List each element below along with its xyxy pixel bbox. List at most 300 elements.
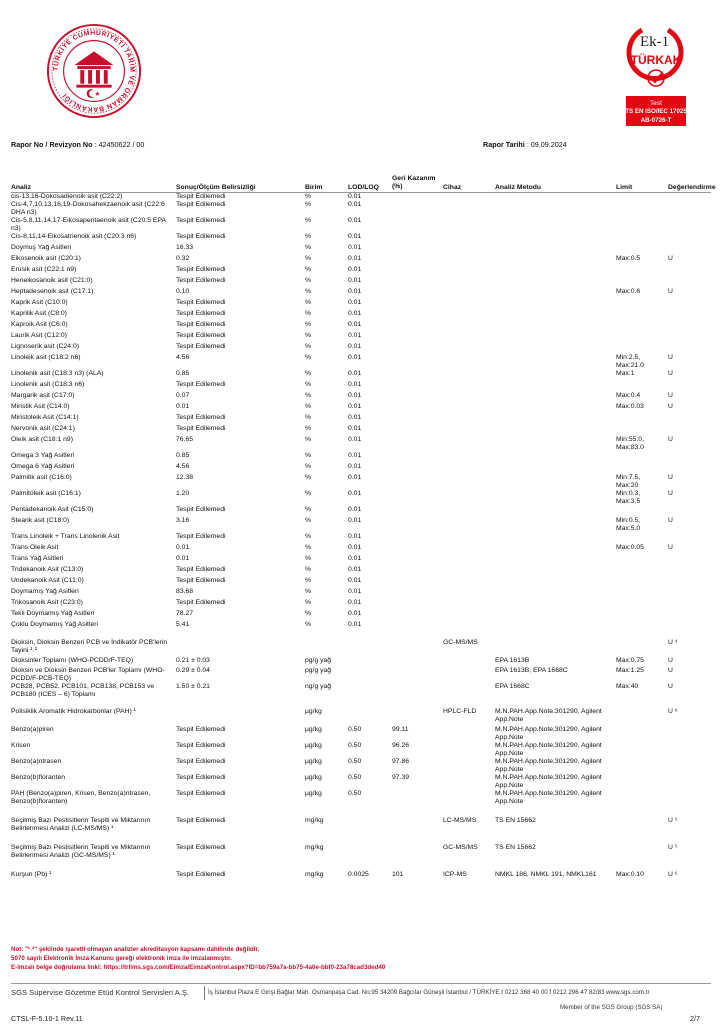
cell-sonuc: 76.65 [176,436,194,443]
cell-degerlendirme: U [668,403,673,410]
cell-degerlendirme: U [668,657,673,664]
cell-lod-loq: 0.01 [348,555,362,562]
table-row [0,533,723,544]
cell-lod-loq: 0.01 [348,193,362,200]
cell-limit: Max:1.25 [616,667,644,674]
cell-limit: Max:40 [616,683,639,690]
cell-sonuc: Tespit Edilemedi [176,193,226,200]
cell-geri-kazanim: 97.86 [392,758,410,765]
cell-analiz: Seçilmiş Bazı Pestisitlerin Tespiti ve Miktarının Belirlenmesi Analizi (LC-MS/MS) ¹ [11,817,151,832]
cell-analiz: Benzo(a)piren [11,726,54,733]
cell-lod-loq: 0.01 [348,621,362,628]
cell-analiz: Kurşun (Pb) ¹ [11,871,52,878]
table-row [0,621,723,639]
footer-separator [204,986,205,1000]
cell-analiz-metodu: EPA 1613B, EPA 1668C [495,667,568,674]
cell-sonuc: 0.01 [176,403,190,410]
cell-cihaz: ICP-MS [443,871,467,878]
cell-birim: mg/kg [305,817,324,824]
ek-label: Ek-1 [640,34,670,50]
cell-lod-loq: 0.01 [348,577,362,584]
report-date-label: Rapor Tarihi [483,140,525,149]
cell-sonuc: Tespit Edilemedi [176,299,226,306]
form-code: CTSL-F-5.10-1 Rev.11 [11,1014,83,1023]
cell-analiz: Heneikosanoik asit (C21:0) [11,277,93,284]
cell-analiz: Kaprilik Asit (C8:0) [11,310,67,317]
cell-analiz: Cis-8,11,14-Eikosatrienoik asit (C20:3 n6) [11,233,137,240]
cell-sonuc: 0.01 [176,555,190,562]
cell-sonuc: 0.85 [176,452,190,459]
cell-birim: % [305,217,312,224]
ministry-seal-logo [45,22,143,120]
cell-degerlendirme: U [668,288,673,295]
cell-sonuc: 78.27 [176,610,194,617]
table-header [0,171,723,191]
table-row [0,414,723,425]
table-row [0,844,723,871]
cell-birim: % [305,588,312,595]
cell-sonuc: Tespit Edilemedi [176,425,226,432]
cell-cihaz: GC-MS/MS [443,639,478,646]
cell-geri-kazanim: 101 [392,871,404,878]
column-header-sonuc: Sonuç/Ölçüm Belirsizliği [176,184,256,191]
cell-lod-loq: 0.01 [348,533,362,540]
cell-lod-loq: 0.01 [348,392,362,399]
cell-degerlendirme: U [668,517,673,524]
cell-degerlendirme: U ⁵ [668,844,678,851]
table-row [0,708,723,726]
cell-sonuc: Tespit Edilemedi [176,871,226,878]
cell-birim: % [305,201,312,208]
company-address: İş İstanbul Plaza E Girişi Bağlar Mah. Osmanpaşa Cad. No:95 34209 Bağcılar Güneşli İstanbul / TÜRKİYE t 0212 368 40 00 f 0212 296 47 82/83 www.sgs.com.tr [208,989,650,996]
cell-lod-loq: 0.01 [348,403,362,410]
cell-birim: µg/kg [305,708,322,715]
table-row [0,871,723,883]
cell-lod-loq: 0.50 [348,790,362,797]
turkak-test-text: Test [650,100,662,107]
turkak-accreditation-logo [620,24,692,128]
cell-sonuc: 4.56 [176,463,190,470]
cell-analiz: Pentadekanoik Asit (C15:0) [11,506,94,513]
cell-analiz-metodu: TS EN 15662 [495,817,536,824]
cell-analiz: Dioksinler Toplamı (WHO-PCDD/F-TEQ) [11,657,134,664]
cell-analiz: Tekli Doymamış Yağ Asitleri [11,610,95,617]
cell-sonuc: Tespit Edilemedi [176,506,226,513]
cell-lod-loq: 0.01 [348,414,362,421]
cell-birim: % [305,288,312,295]
cell-analiz: Nervonik asit (C24:1) [11,425,75,432]
cell-lod-loq: 0.01 [348,452,362,459]
cell-lod-loq: 0.01 [348,244,362,251]
cell-analiz: Seçilmiş Bazı Pestisitlerin Tespiti ve Miktarının Belirlenmesi Analizi (GC-MS/MS) ¹ [11,844,151,859]
cell-limit: Max:0.03 [616,403,644,410]
cell-analiz-metodu: M.N.PAH.App.Note.301290, Agilent App.Note [495,758,602,773]
cell-degerlendirme: U [668,490,673,497]
cell-analiz: Laurik Asit (C12:0) [11,332,67,339]
cell-analiz-metodu: EPA 1613B [495,657,530,664]
cell-lod-loq: 0.50 [348,758,362,765]
cell-birim: % [305,621,312,628]
cell-birim: % [305,392,312,399]
cell-lod-loq: 0.01 [348,370,362,377]
table-row [0,255,723,266]
cell-birim: % [305,436,312,443]
column-header-lod: LOD/LOQ [348,184,379,191]
report-date [483,140,567,149]
cell-analiz: cis-13,16-Dokosadienoik asit (C22:2) [11,193,123,200]
column-header-degerlendirme: Değerlendirme [668,184,716,191]
table-row [0,321,723,332]
cell-birim: % [305,277,312,284]
cell-birim: % [305,244,312,251]
cell-birim: % [305,490,312,497]
cell-birim: % [305,463,312,470]
cell-geri-kazanim: 99.11 [392,726,409,733]
cell-birim: % [305,381,312,388]
cell-analiz: Heptadesenoik asit (C17:1) [11,288,94,295]
cell-lod-loq: 0.01 [348,506,362,513]
cell-limit: Min:2.5, Max:21.0 [616,354,644,369]
cell-birim: % [305,610,312,617]
cell-limit: Min:0.5, Max:5.0 [616,517,641,532]
cell-lod-loq: 0.01 [348,436,362,443]
cell-analiz: Eikosenoik asit (C20:1) [11,255,81,262]
cell-birim: µg/kg [305,790,322,797]
cell-analiz: Undekanoik Asit (C11:0) [11,577,84,584]
column-header-analiz: Analiz [11,184,32,191]
cell-lod-loq: 0.01 [348,332,362,339]
cell-analiz: Kaproik Asit (C6:0) [11,321,68,328]
cell-lod-loq: 0.0025 [348,871,369,878]
cell-lod-loq: 0.01 [348,474,362,481]
cell-sonuc: Tespit Edilemedi [176,277,226,284]
page-number: 2/7 [690,1014,700,1023]
table-row [0,370,723,381]
table-row [0,639,723,657]
cell-sonuc: 4.56 [176,354,190,361]
cell-analiz: Omega 3 Yağ Asitleri [11,452,75,459]
table-row [0,683,723,708]
cell-birim: µg/kg [305,742,322,749]
cell-birim: % [305,555,312,562]
seal-text: TÜRKİYE CUMHURİYETİ TARIM VE ORMAN BAKANLIĞI [52,29,136,113]
cell-lod-loq: 0.01 [348,599,362,606]
cell-birim: % [305,544,312,551]
cell-sonuc: Tespit Edilemedi [176,381,226,388]
cell-sonuc: Tespit Edilemedi [176,414,226,421]
cell-analiz: Linolenik asit (C18:3 n6) [11,381,85,388]
table-row [0,201,723,217]
cell-sonuc: 0.07 [176,392,190,399]
cell-analiz: Stearik asit (C18:0) [11,517,70,524]
cell-analiz: Oleik asit (C18:1 n9) [11,436,73,443]
table-row [0,392,723,403]
cell-limit: Max:0.4 [616,392,641,399]
cell-birim: mg/kg [305,871,324,878]
cell-lod-loq: 0.01 [348,610,362,617]
table-row [0,577,723,588]
cell-degerlendirme: U [668,370,673,377]
cell-limit: Max:1 [616,370,635,377]
table-row [0,506,723,517]
cell-analiz: Lignoserik asit (C24:0) [11,343,79,350]
cell-degerlendirme: U [668,255,673,262]
cell-sonuc: Tespit Edilemedi [176,321,226,328]
cell-lod-loq: 0.01 [348,299,362,306]
cell-birim: % [305,533,312,540]
table-row [0,463,723,474]
cell-birim: % [305,599,312,606]
cell-analiz-metodu: M.N.PAH.App.Note.301290, Agilent App.Note [495,726,602,741]
column-header-limit: Limit [616,184,633,191]
cell-birim: % [305,403,312,410]
cell-lod-loq: 0.01 [348,381,362,388]
e-signature-note: 5070 sayılı Elektronik İmza Kanunu gereği elektronik imza ile imzalanmıştır. [11,955,232,962]
cell-birim: % [305,233,312,240]
table-row [0,742,723,758]
cell-sonuc: 12.38 [176,474,194,481]
table-row [0,354,723,370]
cell-birim: % [305,354,312,361]
table-row [0,217,723,233]
cell-degerlendirme: U [668,436,673,443]
cell-birim: % [305,517,312,524]
table-row [0,288,723,299]
cell-analiz: PAH (Benzo(a)piren, Krisen, Benzo(a)ntrasen, Benzo(b)floranten) [11,790,151,805]
cell-birim: % [305,425,312,432]
cell-lod-loq: 0.01 [348,354,362,361]
table-row [0,555,723,566]
cell-sonuc: Tespit Edilemedi [176,817,226,824]
cell-analiz: Linolenik asit (C18:3 n3) (ALA) [11,370,104,377]
cell-analiz: Cis-4,7,10,13,16,19-Dokosahekzaenoik asit (C22:6 DHA n3) [11,201,165,216]
cell-analiz-metodu: M.N.PAH.App.Note.301290, Agilent App.Note [495,708,602,723]
cell-degerlendirme: U ⁵ [668,817,678,824]
turkak-brand-text: TÜRKAK [630,53,682,67]
cell-birim: % [305,299,312,306]
cell-birim: % [305,343,312,350]
cell-sonuc: Tespit Edilemedi [176,233,226,240]
cell-birim: % [305,321,312,328]
cell-analiz: Linoleik asit (C18:2 n6) [11,354,81,361]
cell-lod-loq: 0.01 [348,288,362,295]
cell-analiz: Benzo(a)ntrasen [11,758,62,765]
cell-limit: Max:0.6 [616,288,641,295]
cell-analiz: Dioksin, Dioksin Benzeri PCB ve İndikatör PCB'lerin Tayini ¹˒² [11,639,168,654]
table-row [0,610,723,621]
cell-birim: mg/kg [305,844,324,851]
cell-birim: µg/kg [305,774,322,781]
cell-lod-loq: 0.01 [348,277,362,284]
cell-limit: Max:0.5 [616,255,641,262]
cell-sonuc: Tespit Edilemedi [176,266,226,273]
cell-analiz: Erusik asit (C22:1 n9) [11,266,77,273]
cell-sonuc: 0.01 [176,544,190,551]
cell-sonuc: 3.16 [176,517,190,524]
cell-birim: pg/g yağ [305,657,332,664]
cell-birim: % [305,414,312,421]
table-row [0,726,723,742]
cell-analiz: Çoklu Doymamış Yağ Asitleri [11,621,99,628]
cell-sonuc: Tespit Edilemedi [176,310,226,317]
cell-analiz: Palmitoleik asit (C16:1) [11,490,81,497]
cell-degerlendirme: U ⁶ [668,871,678,878]
cell-birim: % [305,566,312,573]
cell-sonuc: 0.85 [176,370,190,377]
cell-sonuc: 0.21 ± 0.03 [176,657,210,664]
cell-lod-loq: 0.01 [348,544,362,551]
cell-geri-kazanim: 97.39 [392,774,410,781]
table-row [0,588,723,599]
cell-analiz: PCB28, PCB52, PCB101, PCB138, PCB153 ve PCB180 (ICES – 6) Toplamı [11,683,155,698]
cell-sonuc: 1.20 [176,490,190,497]
table-row [0,657,723,667]
footer-divider [11,983,711,984]
cell-sonuc: Tespit Edilemedi [176,790,226,797]
cell-sonuc: Tespit Edilemedi [176,742,226,749]
cell-analiz: Trans Oleik Asit [11,544,59,551]
cell-sonuc: 1.50 ± 0.21 [176,683,210,690]
table-row [0,566,723,577]
cell-sonuc: 0.29 ± 0.04 [176,667,210,674]
table-row [0,403,723,414]
report-number-label: Rapor No / Revizyon No [11,140,93,149]
verification-link[interactable]: E-imzalı belge doğrulama linki: https://trlims.sgs.com/Eimza/EimzaKontrol.aspx?ID=bb759a7a-bb75-4a0e-bbf0-23a78cad3ded40 [11,964,386,971]
table-row [0,758,723,774]
cell-birim: µg/kg [305,726,322,733]
cell-degerlendirme: U [668,683,673,690]
table-row [0,233,723,244]
table-row [0,332,723,343]
cell-analiz: Dioksin ve Dioksin Benzeri PCB'ler Toplamı (WHO-PCDD/F-PCB-TEQ) [11,667,165,682]
table-row [0,817,723,844]
cell-lod-loq: 0.01 [348,233,362,240]
cell-degerlendirme: U ⁴ [668,639,678,646]
cell-sonuc: Tespit Edilemedi [176,844,226,851]
cell-sonuc: Tespit Edilemedi [176,343,226,350]
cell-analiz: Miristik Asit (C14:0) [11,403,70,410]
cell-analiz: Kaprik Asit (C10:0) [11,299,68,306]
cell-cihaz: LC-MS/MS [443,817,477,824]
cell-sonuc: Tespit Edilemedi [176,566,226,573]
accreditation-note: Not: "¹˒²" şeklinde işaretli olmayan analizler akreditasyon kapsamı dahilinde değildir. [11,946,260,953]
cell-analiz: Polisiklik Aromatik Hidrokarbonlar (PAH) ¹ [11,708,136,715]
cell-birim: % [305,266,312,273]
cell-degerlendirme: U [668,354,673,361]
cell-sonuc: 0.32 [176,255,190,262]
table-row [0,425,723,436]
cell-lod-loq: 0.01 [348,217,362,224]
cell-analiz: Tridekanoik Asit (C13:0) [11,566,84,573]
cell-limit: Min:55.0, Max:83.0 [616,436,644,451]
table-row [0,310,723,321]
cell-limit: Max:0.10 [616,871,644,878]
table-row [0,343,723,354]
cell-geri-kazanim: 96.26 [392,742,410,749]
table-row [0,517,723,533]
cell-lod-loq: 0.50 [348,726,362,733]
turkak-code-text: AB-0726-T [640,117,672,124]
cell-degerlendirme: U [668,392,673,399]
cell-analiz: Trans Linoleik + Trans Linolenik Asit [11,533,120,540]
cell-analiz: Margarik asit (C17:0) [11,392,75,399]
table-row [0,452,723,463]
table-row [0,266,723,277]
cell-birim: % [305,506,312,513]
cell-analiz: Trikosanoik Asit (C23:0) [11,599,83,606]
report-date-value: : 09.09.2024 [526,140,567,149]
report-number [11,140,144,149]
cell-analiz: Miristoleik Asit (C14:1) [11,414,79,421]
cell-birim: µg/kg [305,758,322,765]
cell-sonuc: 16.33 [176,244,194,251]
cell-analiz: Krisen [11,742,31,749]
cell-cihaz: GC-MS/MS [443,844,478,851]
cell-degerlendirme: U [668,667,673,674]
column-header-metod: Analiz Metodu [495,184,542,191]
cell-birim: pg/g yağ [305,667,332,674]
cell-analiz: Palmitik asit (C16:0) [11,474,72,481]
column-header-geri-kazanim: Geri Kazanım (%) [392,175,436,190]
cell-sonuc: Tespit Edilemedi [176,577,226,584]
table-row [0,774,723,790]
cell-birim: % [305,310,312,317]
cell-lod-loq: 0.50 [348,742,362,749]
cell-sonuc: Tespit Edilemedi [176,533,226,540]
turkak-standard-text: TS EN ISO/IEC 17025 [625,108,687,115]
cell-analiz: Trans Yağ Asitleri [11,555,64,562]
table-row [0,667,723,683]
cell-analiz-metodu: M.N.PAH.App.Note.301290, Agilent App.Note [495,742,602,757]
cell-lod-loq: 0.01 [348,266,362,273]
table-row [0,436,723,452]
table-row [0,474,723,490]
cell-lod-loq: 0.01 [348,425,362,432]
cell-lod-loq: 0.01 [348,343,362,350]
cell-degerlendirme: U [668,544,673,551]
cell-lod-loq: 0.01 [348,463,362,470]
cell-birim: % [305,370,312,377]
cell-degerlendirme: U [668,474,673,481]
cell-sonuc: 0.10 [176,288,190,295]
cell-analiz-metodu: TS EN 15662 [495,844,536,851]
cell-sonuc: Tespit Edilemedi [176,726,226,733]
cell-birim: ng/g yağ [305,683,332,690]
cell-analiz-metodu: NMKL 186, NMKL 191, NMKL161 [495,871,597,878]
cell-lod-loq: 0.01 [348,310,362,317]
table-row [0,490,723,506]
table-row [0,381,723,392]
cell-limit: Min:7.5, Max:20 [616,474,641,489]
cell-birim: % [305,577,312,584]
cell-analiz: Doymuş Yağ Asitleri [11,244,72,251]
cell-sonuc: Tespit Edilemedi [176,758,226,765]
cell-birim: % [305,474,312,481]
cell-sonuc: Tespit Edilemedi [176,332,226,339]
table-row [0,277,723,288]
cell-sonuc: 83.68 [176,588,194,595]
cell-lod-loq: 0.50 [348,774,362,781]
cell-lod-loq: 0.01 [348,490,362,497]
cell-sonuc: 5.41 [176,621,190,628]
table-row [0,193,723,201]
cell-analiz: Doymamış Yağ Asitleri [11,588,79,595]
cell-analiz-metodu: M.N.PAH.App.Note.301290, Agilent App.Note [495,774,602,789]
cell-limit: Min:0.3, Max:3.5 [616,490,641,505]
cell-lod-loq: 0.01 [348,321,362,328]
cell-analiz: Omega 6 Yağ Asitleri [11,463,75,470]
column-header-birim: Birim [305,184,323,191]
